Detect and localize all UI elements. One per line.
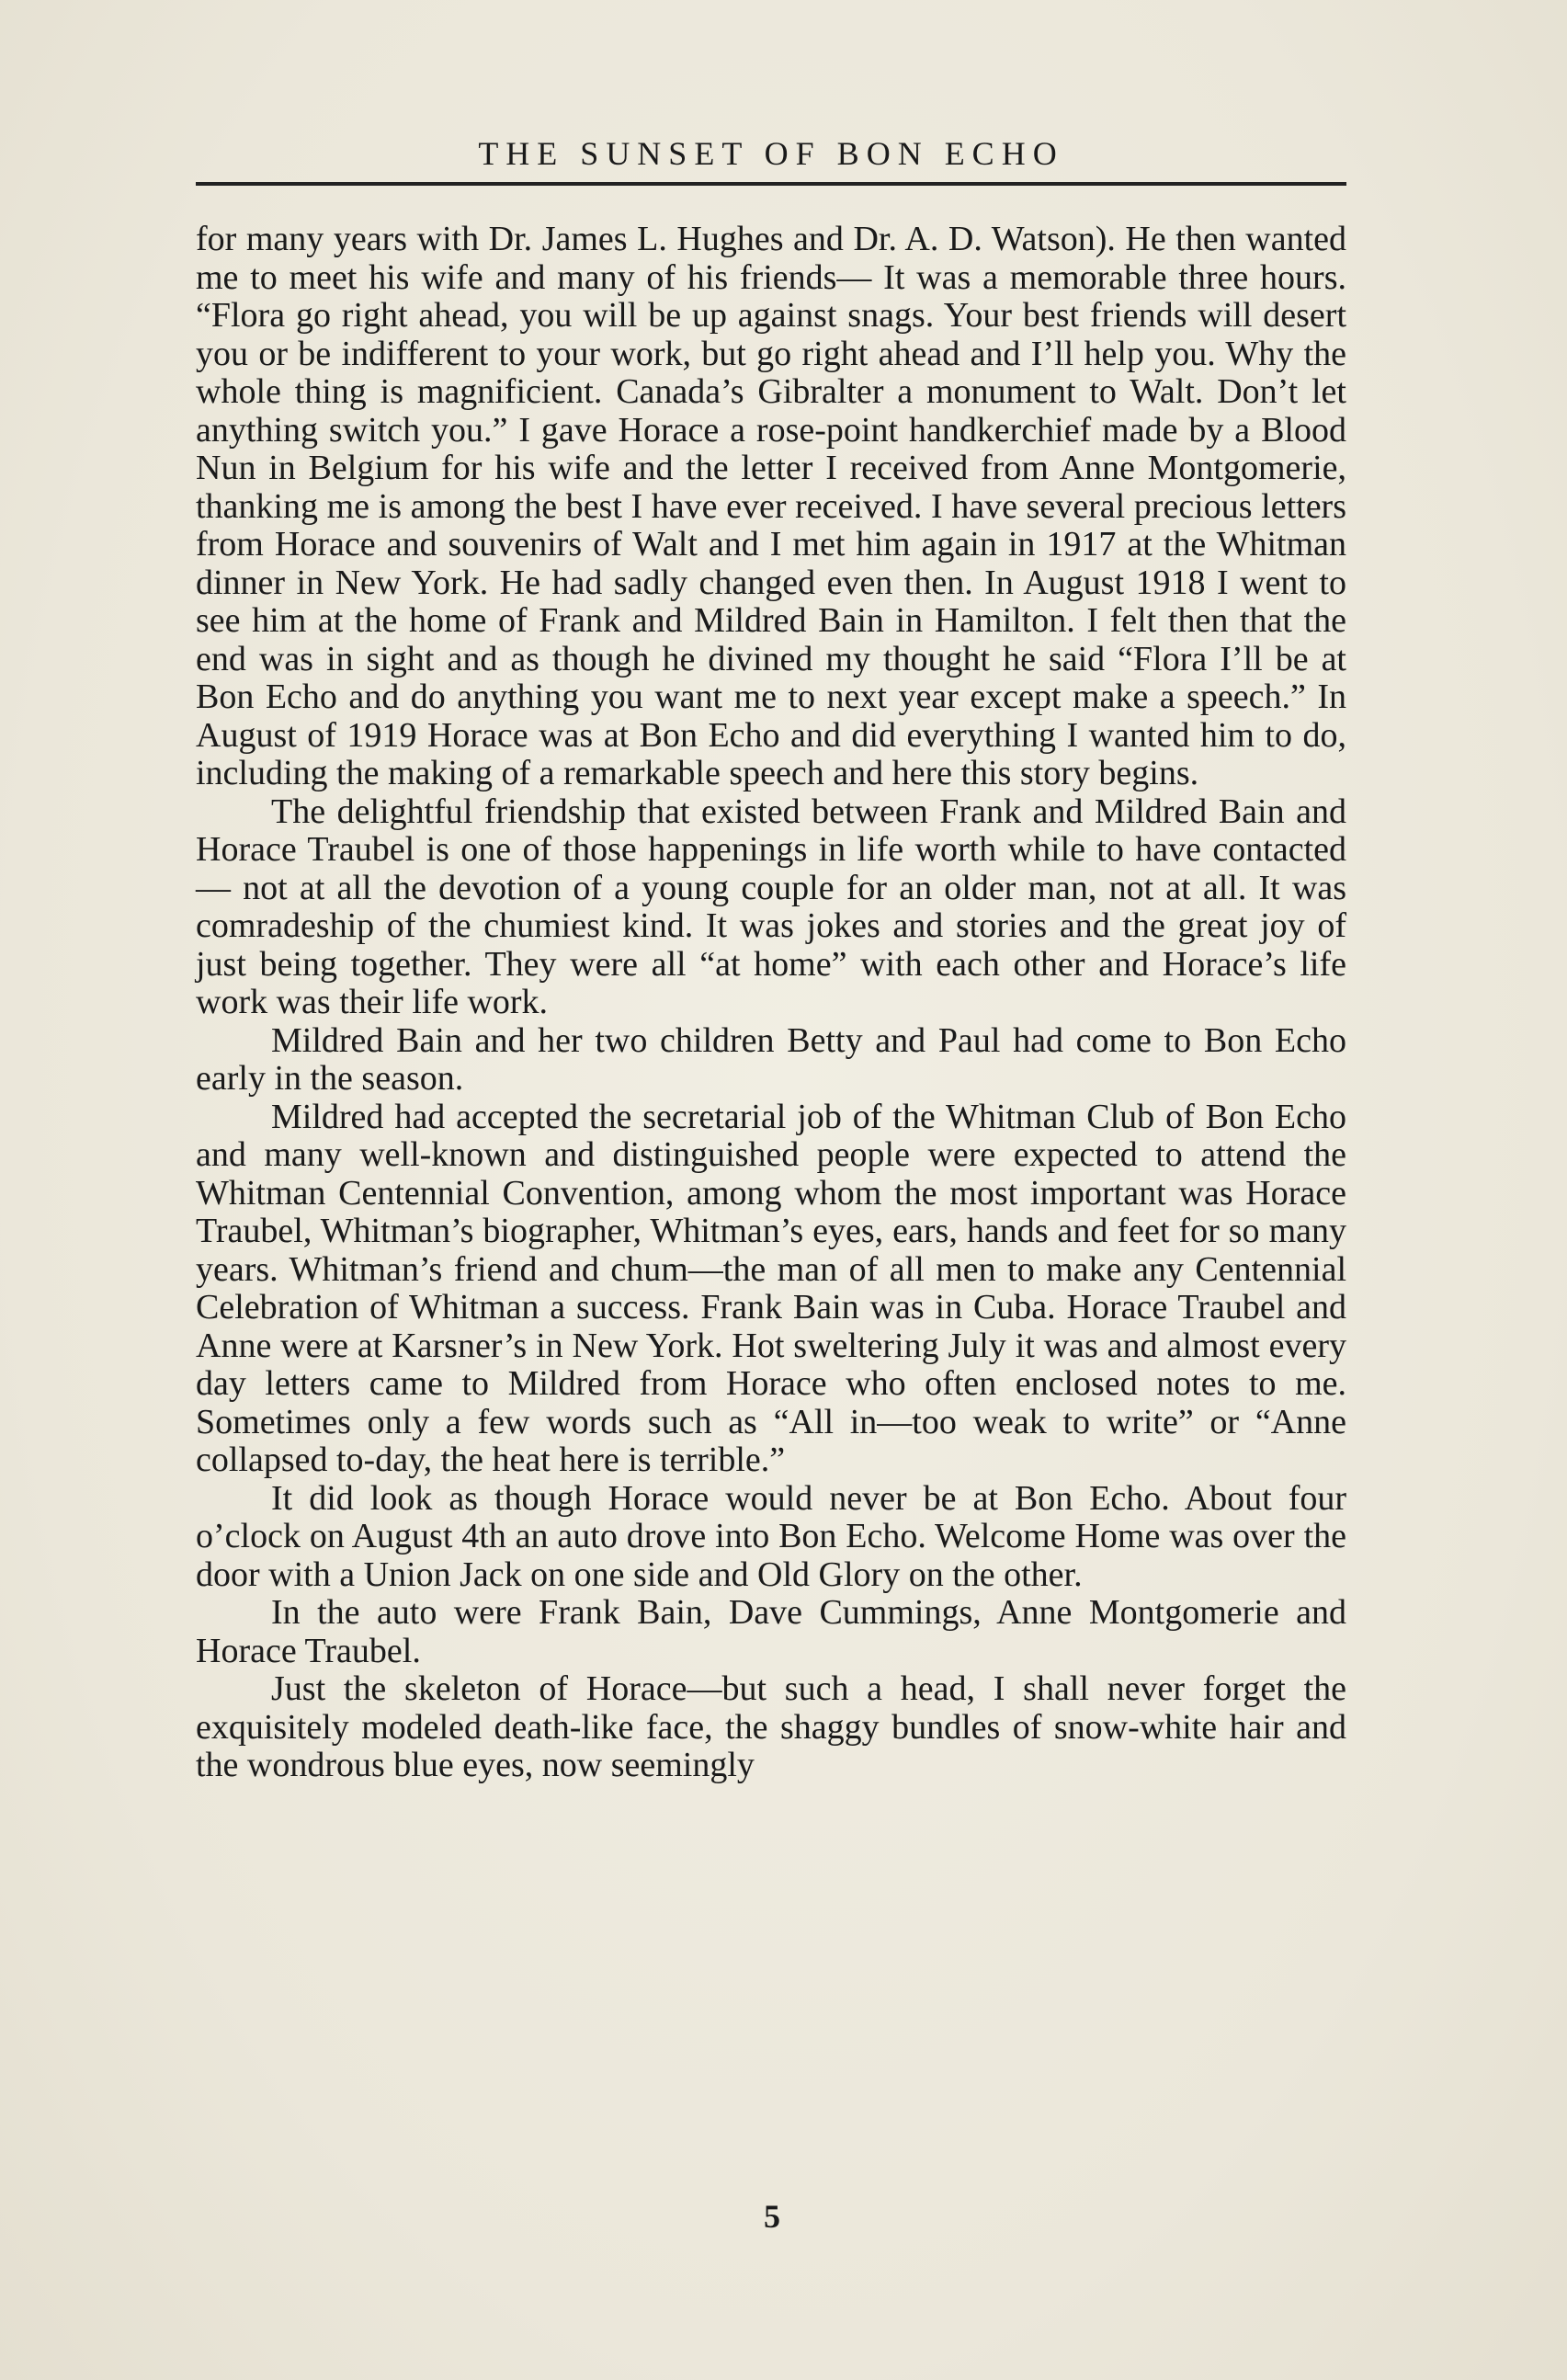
paragraph: Mildred had accepted the secretarial job of the Whitman Club of Bon Echo and many well-known and distinguished people were expected to attend the Whitman Centennial Convention, among whom the most important was Horace Traubel, Whitman’s biographer, Whitman’s eyes, ears, hands and feet for so many years. Whitman’s friend and chum—the man of all men to make any Centennial Celebration of Whitman a success. Frank Bain was in Cuba. Horace Traubel and Anne were at Karsner’s in New York. Hot sweltering July it was and almost every day letters came to Mildred from Horace who often enclosed notes to me. Sometimes only a few words such as “All in—too weak to write” or “Anne collapsed to-day, the heat here is terrible.” <box>196 1097 1346 1479</box>
paragraph: It did look as though Horace would never be at Bon Echo. About four o’clock on August 4th an auto drove into Bon Echo. Welcome Home was over the door with a Union Jack on one side and Old Glory on the other. <box>196 1478 1346 1594</box>
body-text <box>196 221 1346 1785</box>
paragraph: Mildred Bain and her two children Betty and Paul had come to Bon Echo early in the season. <box>196 1020 1346 1098</box>
paragraph: Just the skeleton of Horace—but such a head, I shall never forget the exquisitely modeled death-like face, the shaggy bundles of snow-white hair and the wondrous blue eyes, now seemingly <box>196 1669 1346 1784</box>
page-number: 5 <box>764 2198 780 2235</box>
running-head: THE SUNSET OF BON ECHO <box>478 135 1064 172</box>
paragraph: The delightful friendship that existed between Frank and Mildred Bain and Horace Traubel is one of those happenings in life worth while to have contacted — not at all the devotion of a young couple for an older man, not at all. It was comradeship of the chumiest kind. It was jokes and stories and the great joy of just being together. They were all “at home” with each other and Horace’s life work was their life work. <box>196 791 1346 1021</box>
header-rule <box>196 182 1346 186</box>
paragraph: In the auto were Frank Bain, Dave Cummings, Anne Montgomerie and Horace Traubel. <box>196 1593 1346 1670</box>
paragraph: for many years with Dr. James L. Hughes and Dr. A. D. Watson). He then wanted me to meet his wife and many of his friends— It was a memorable three hours. “Flora go right ahead, you will be up against snags. Your best friends will desert you or be indifferent to your work, but go right ahead and I’ll help you. Why the whole thing is magnificient. Canada’s Gibralter a monument to Walt. Don’t let anything switch you.” I gave Horace a rose-point handkerchief made by a Blood Nun in Belgium for his wife and the letter I received from Anne Montgomerie, thanking me is among the best I have ever received. I have several precious letters from Horace and souvenirs of Walt and I met him again in 1917 at the Whitman dinner in New York. He had sadly changed even then. In August 1918 I went to see him at the home of Frank and Mildred Bain in Hamilton. I felt then that the end was in sight and as though he divined my thought he said “Flora I’ll be at Bon Echo and do anything you want me to next year except make a speech.” In August of 1919 Horace was at Bon Echo and did everything I wanted him to do, including the making of a remarkable speech and here this story begins. <box>196 220 1346 792</box>
